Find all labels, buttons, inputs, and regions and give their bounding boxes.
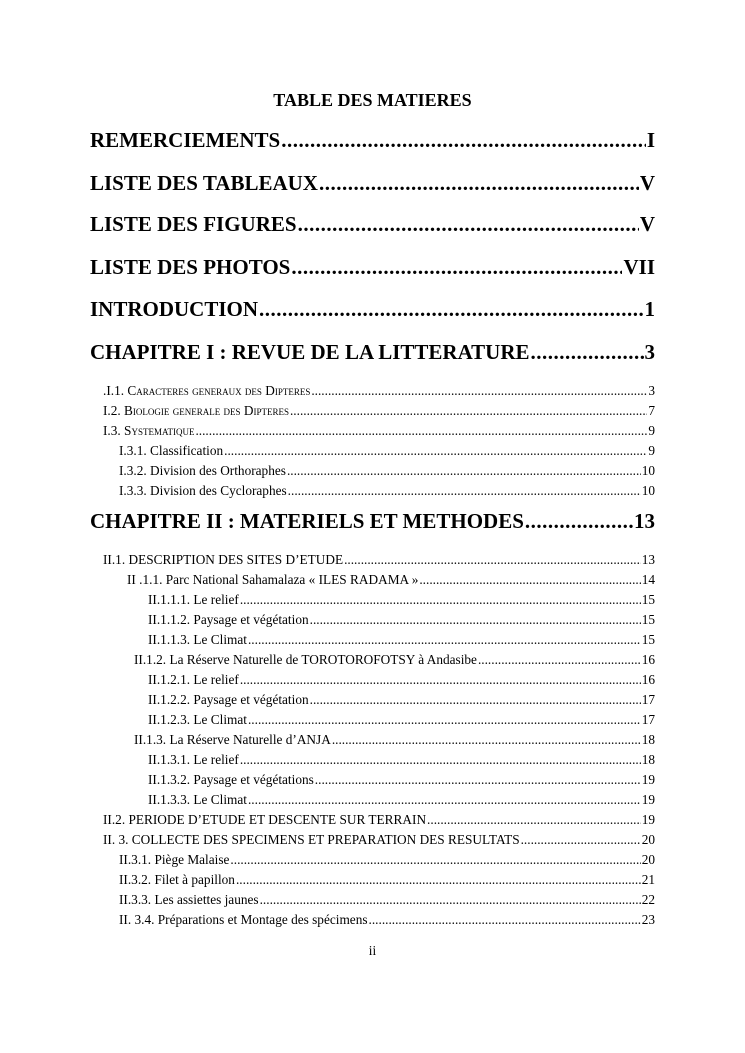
toc-entry-i3[interactable] [103,423,655,439]
toc-entry-ii111[interactable] [148,592,655,608]
toc-entry-text: II.1.3.1. Le relief [148,752,239,767]
dot-leader [298,212,639,237]
toc-entry-ii113[interactable] [148,632,655,648]
dot-leader [230,852,640,868]
toc-entry-text: .I.1. Caracteres generaux des Dipteres [103,383,311,398]
toc-entry-page: 17 [641,712,655,727]
toc-entry-page: 20 [641,852,655,867]
dot-leader [259,297,643,322]
toc-entry-page: 16 [641,672,655,687]
toc-entry-text: I.3. Systematique [103,423,195,438]
toc-entry-text: II.3.2. Filet à papillon [119,872,235,887]
dot-leader [240,752,641,768]
toc-entry-ii12[interactable] [134,652,655,668]
toc-entry-page: 9 [648,423,655,438]
toc-entry-introduction[interactable] [90,297,655,322]
toc-entry-page: 23 [641,912,655,927]
toc-entry-text: II.1.1.3. Le Climat [148,632,247,647]
toc-entry-page: 15 [641,632,655,647]
toc-entry-text: II.1. DESCRIPTION DES SITES D’ETUDE [103,552,344,567]
toc-entry-i31[interactable] [119,443,655,459]
toc-entry-page: 15 [641,592,655,607]
toc-entry-text: II. 3.4. Préparations et Montage des spécimens [119,912,368,927]
toc-entry-text: II.1.1.2. Paysage et végétation [148,612,309,627]
dot-leader [521,832,641,848]
toc-entry-page: 22 [641,892,655,907]
dot-leader [315,772,641,788]
toc-entry-text: I.2. Biologie generale des Dipteres [103,403,289,418]
toc-entry-page: 18 [641,752,655,767]
dot-leader [248,792,641,808]
toc-entry-page: 1 [644,297,655,321]
toc-entry-text: II.1.2.2. Paysage et végétation [148,692,309,707]
toc-entry-liste-photos[interactable] [90,255,655,280]
toc-entry-text: I.3.3. Division des Cycloraphes [119,483,287,498]
toc-entry-text: II.1.3.3. Le Climat [148,792,247,807]
dot-leader [369,912,641,928]
toc-entry-ii33[interactable] [119,892,655,908]
toc-entry-ii13[interactable] [134,732,655,748]
toc-entry-text: II.1.1.1. Le relief [148,592,239,607]
toc-entry-text: II.3.3. Les assiettes jaunes [119,892,259,907]
toc-entry-text: II.2. PERIODE D’ETUDE ET DESCENTE SUR TERRAIN [103,812,427,827]
toc-entry-page: 21 [641,872,655,887]
toc-entry-text: II.1.3.2. Paysage et végétations [148,772,314,787]
toc-entry-ii133[interactable] [148,792,655,808]
dot-leader [319,171,639,196]
toc-entry-text: INTRODUCTION [90,297,259,321]
dot-leader [310,612,641,628]
toc-entry-ii31[interactable] [119,852,655,868]
toc-entry-chapitre-1[interactable] [90,340,655,365]
toc-entry-text: LISTE DES FIGURES [90,212,297,236]
toc-entry-text: CHAPITRE I : REVUE DE LA LITTERATURE [90,340,530,364]
dot-leader [427,812,641,828]
toc-title: TABLE DES MATIERES [273,90,472,110]
dot-leader [287,463,641,479]
toc-entry-remerciements[interactable] [90,128,655,153]
toc-entry-i2[interactable] [103,403,655,419]
toc-entry-ii123[interactable] [148,712,655,728]
toc-entry-page: 17 [641,692,655,707]
toc-entry-text: II. 3. COLLECTE DES SPECIMENS ET PREPARATION DES RESULTATS [103,832,520,847]
dot-leader [531,340,644,365]
toc-entry-page: 19 [641,772,655,787]
dot-leader [344,552,641,568]
dot-leader [288,483,641,499]
toc-entry-ii122[interactable] [148,692,655,708]
dot-leader [240,672,641,688]
toc-entry-text: LISTE DES TABLEAUX [90,171,318,195]
dot-leader [310,692,641,708]
toc-entry-text: II .1.1. Parc National Sahamalaza « ILES RADAMA » [127,572,419,587]
dot-leader [290,403,647,419]
toc-entry-liste-tableaux[interactable] [90,171,655,196]
toc-entry-liste-figures[interactable] [90,212,655,237]
dot-leader [419,572,640,588]
toc-entry-text: II.1.2.1. Le relief [148,672,239,687]
dot-leader [281,128,646,153]
toc-entry-page: 9 [648,443,655,458]
toc-entry-ii131[interactable] [148,752,655,768]
dot-leader [224,443,647,459]
dot-leader [240,592,641,608]
toc-entry-i33[interactable] [119,483,655,499]
toc-entry-text: I.3.1. Classification [119,443,224,458]
toc-entry-page: 14 [641,572,655,587]
dot-leader [332,732,641,748]
dot-leader [195,423,647,439]
toc-entry-text: II.1.2. La Réserve Naturelle de TOROTOROFOTSY à Andasibe [134,652,477,667]
toc-entry-ii32[interactable] [119,872,655,888]
toc-entry-page: 20 [641,832,655,847]
dot-leader [478,652,641,668]
toc-entry-ii11[interactable] [127,572,655,588]
toc-entry-page: VII [623,255,655,279]
toc-entry-text: II.3.1. Piège Malaise [119,852,230,867]
toc-entry-page: 15 [641,612,655,627]
toc-entry-page: 3 [644,340,655,364]
toc-entry-page: 18 [641,732,655,747]
dot-leader [248,632,641,648]
page-number: ii [368,943,377,958]
toc-entry-page: 7 [648,403,655,418]
dot-leader [311,383,647,399]
dot-leader [260,892,641,908]
toc-entry-page: V [639,171,655,195]
toc-entry-ii2[interactable] [103,812,655,828]
toc-entry-page: 16 [641,652,655,667]
toc-entry-page: V [639,212,655,236]
toc-entry-text: II.1.2.3. Le Climat [148,712,247,727]
toc-entry-page: 10 [641,483,655,498]
toc-entry-page: 19 [641,792,655,807]
toc-entry-text: I.3.2. Division des Orthoraphes [119,463,286,478]
toc-entry-ii3[interactable] [103,832,655,848]
toc-entry-page: I [646,128,655,152]
toc-entry-page: 19 [641,812,655,827]
toc-entry-ii1[interactable] [103,552,655,568]
dot-leader [248,712,641,728]
dot-leader [236,872,641,888]
toc-entry-ii34[interactable] [119,912,655,928]
toc-entry-page: 13 [634,509,655,533]
toc-entry-text: REMERCIEMENTS [90,128,281,152]
toc-entry-text: LISTE DES PHOTOS [90,255,291,279]
toc-entry-page: 13 [641,552,655,567]
toc-entry-chapitre-2[interactable] [90,509,655,534]
toc-entry-text: CHAPITRE II : MATERIELS ET METHODES [90,509,524,533]
toc-entry-i1[interactable] [103,383,655,399]
toc-entry-ii132[interactable] [148,772,655,788]
toc-entry-ii121[interactable] [148,672,655,688]
toc-entry-page: 10 [641,463,655,478]
dot-leader [525,509,633,534]
toc-entry-ii112[interactable] [148,612,655,628]
toc-entry-page: 3 [648,383,655,398]
dot-leader [291,255,622,280]
toc-entry-text: II.1.3. La Réserve Naturelle d’ANJA [134,732,331,747]
toc-entry-i32[interactable] [119,463,655,479]
